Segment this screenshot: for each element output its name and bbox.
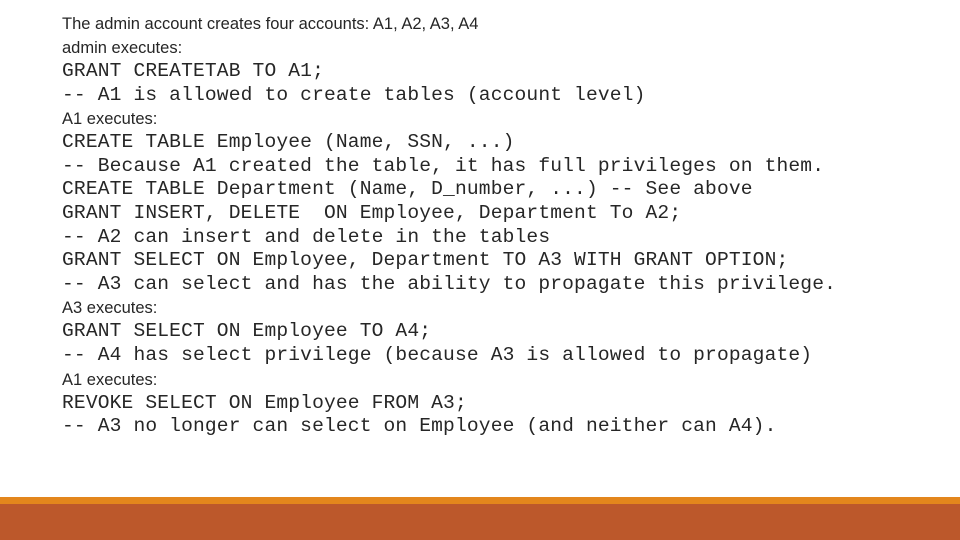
- a1-executes-heading-2: A1 executes:: [62, 370, 158, 389]
- slide-content: [62, 12, 942, 439]
- intro-line: The admin account creates four accounts: A1, A2, A3, A4: [62, 15, 479, 33]
- code-comment-a3-no-longer: -- A3 no longer can select on Employee (and neither can A4).: [62, 415, 777, 438]
- code-create-employee: CREATE TABLE Employee (Name, SSN, ...): [62, 131, 515, 154]
- code-comment-a3-propagate: -- A3 can select and has the ability to propagate this privilege.: [62, 272, 837, 295]
- footer-bar: [0, 504, 960, 540]
- code-comment-full-privileges: -- Because A1 created the table, it has full privileges on them.: [62, 154, 825, 177]
- code-grant-createtab: GRANT CREATETAB TO A1;: [62, 60, 324, 82]
- code-comment-a1-allowed: -- A1 is allowed to create tables (account level): [62, 83, 646, 106]
- code-comment-a2-insert-delete: -- A2 can insert and delete in the tables: [62, 225, 551, 248]
- a1-executes-heading: A1 executes:: [62, 110, 158, 129]
- code-create-department: CREATE TABLE Department (Name, D_number, ...) -- See above: [62, 178, 753, 201]
- code-grant-select-a3: GRANT SELECT ON Employee, Department TO A3 WITH GRANT OPTION;: [62, 249, 789, 272]
- footer-accent-bar: [0, 497, 960, 504]
- code-comment-a4-select: -- A4 has select privilege (because A3 is allowed to propagate): [62, 343, 813, 366]
- code-revoke-select: REVOKE SELECT ON Employee FROM A3;: [62, 391, 467, 414]
- a3-executes-heading: A3 executes:: [62, 299, 158, 318]
- code-grant-select-a4: GRANT SELECT ON Employee TO A4;: [62, 320, 432, 343]
- admin-executes-heading: admin executes:: [62, 39, 183, 57]
- code-grant-insert-delete: GRANT INSERT, DELETE ON Employee, Department To A2;: [62, 201, 682, 224]
